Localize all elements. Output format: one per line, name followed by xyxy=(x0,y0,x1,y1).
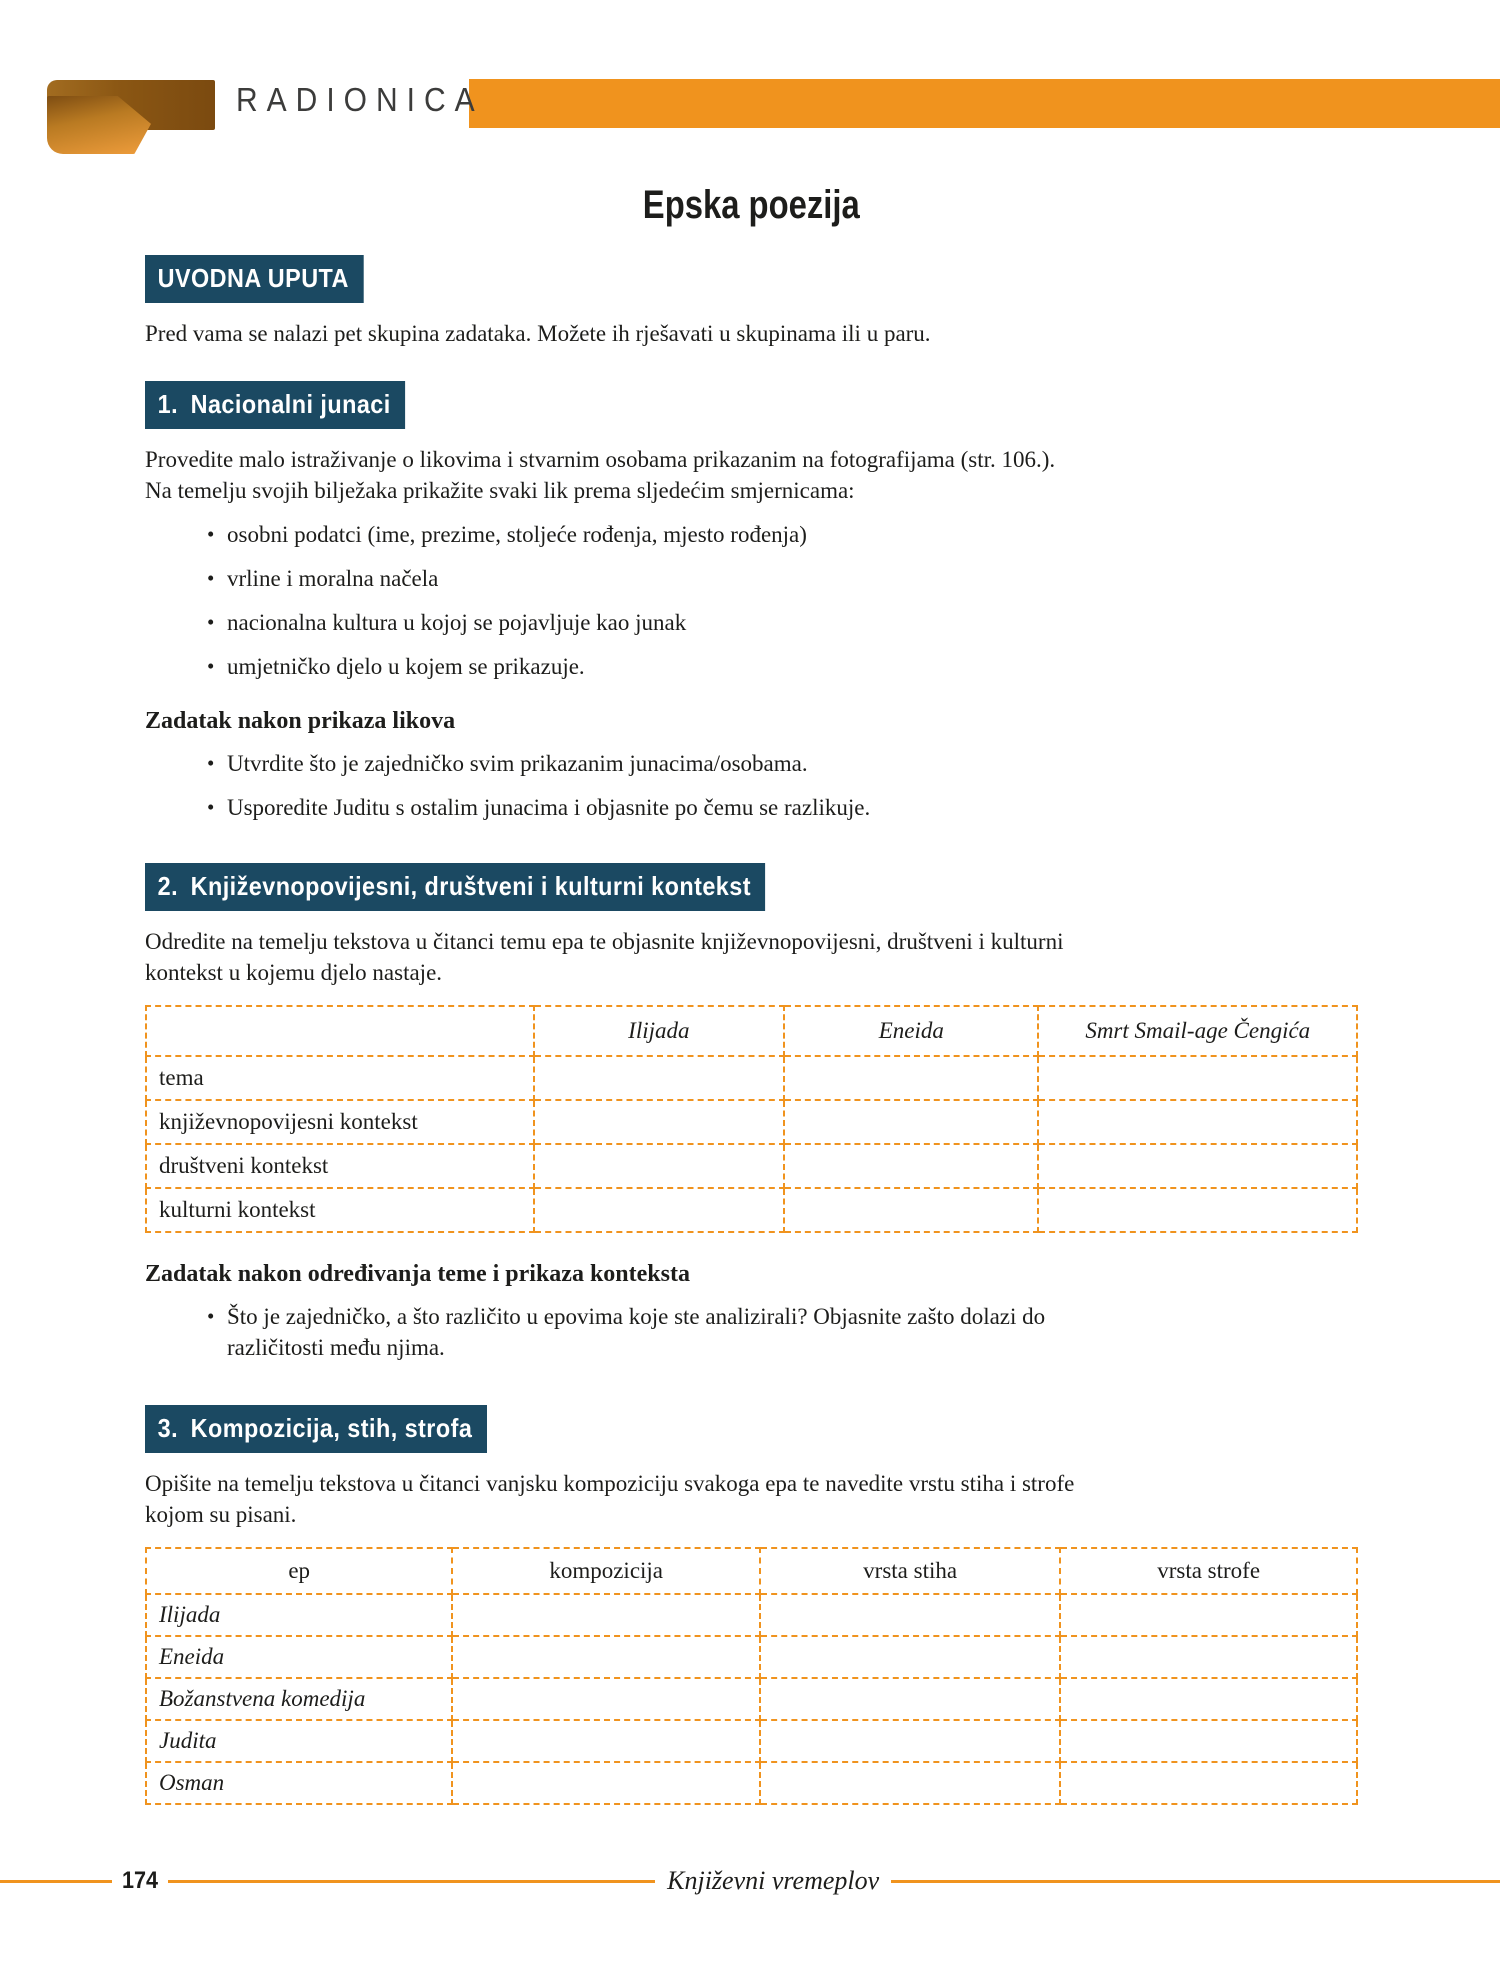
table-row xyxy=(146,1100,1357,1144)
list-item-text xyxy=(227,1301,1045,1363)
fill-in-cell[interactable] xyxy=(1060,1594,1357,1636)
fill-in-cell[interactable] xyxy=(534,1188,785,1232)
table-row xyxy=(146,1188,1357,1232)
fill-in-cell[interactable] xyxy=(1060,1636,1357,1678)
list-item xyxy=(145,748,1358,779)
row-label: Eneida xyxy=(146,1636,452,1678)
bullet-icon: • xyxy=(207,566,215,590)
table-row xyxy=(146,1056,1357,1100)
table-row xyxy=(146,1762,1357,1804)
intro-badge-row xyxy=(145,255,1358,303)
section-2-badge-row xyxy=(145,863,1358,911)
section-2-badge xyxy=(145,863,765,911)
bullet-icon: • xyxy=(207,795,215,819)
table-row xyxy=(146,1594,1357,1636)
fill-in-cell[interactable] xyxy=(452,1720,760,1762)
list-item xyxy=(145,607,1358,638)
footer-rule-middle xyxy=(168,1880,655,1883)
fill-in-cell[interactable] xyxy=(760,1636,1060,1678)
section-1-title: Nacionalni junaci xyxy=(190,389,391,419)
section-2-title: Književnopovijesni, društveni i kulturni kontekst xyxy=(190,871,751,901)
page-title: Epska poezija xyxy=(643,183,860,227)
column-header: kompozicija xyxy=(452,1548,760,1594)
row-label: Božanstvena komedija xyxy=(146,1678,452,1720)
row-label: Ilijada xyxy=(146,1594,452,1636)
list-item-text: osobni podatci (ime, prezime, stoljeće rođenja, mjesto rođenja) xyxy=(227,522,807,547)
table-header-row xyxy=(146,1548,1357,1594)
section-3-intro-line-2: kojom su pisani. xyxy=(145,1502,297,1527)
context-table xyxy=(145,1005,1358,1233)
fill-in-cell[interactable] xyxy=(534,1144,785,1188)
fill-in-cell[interactable] xyxy=(760,1594,1060,1636)
bullet-icon: • xyxy=(207,610,215,634)
section-1-bullet-list xyxy=(145,519,1358,682)
section-3-title: Kompozicija, stih, strofa xyxy=(190,1413,473,1443)
footer-rule-right xyxy=(891,1880,1500,1883)
fill-in-cell[interactable] xyxy=(1060,1762,1357,1804)
fill-in-cell[interactable] xyxy=(1038,1056,1357,1100)
list-item-text: Usporedite Juditu s ostalim junacima i objasnite po čemu se razlikuje. xyxy=(227,795,871,820)
bullet-icon: • xyxy=(207,1304,215,1328)
list-item-line-1: Što je zajedničko, a što različito u epovima koje ste analizirali? Objasnite zašto dolazi do xyxy=(227,1304,1046,1329)
section-1-intro xyxy=(145,444,1358,506)
fill-in-cell[interactable] xyxy=(760,1720,1060,1762)
content-column xyxy=(145,0,1358,1805)
row-label: društveni kontekst xyxy=(146,1144,534,1188)
column-header: Ilijada xyxy=(534,1006,785,1056)
section-2-intro xyxy=(145,926,1358,988)
table-row xyxy=(146,1144,1357,1188)
fill-in-cell[interactable] xyxy=(784,1144,1038,1188)
table-header-row xyxy=(146,1006,1357,1056)
page-number: 174 xyxy=(122,1867,159,1894)
section-2-intro-line-2: kontekst u kojemu djelo nastaje. xyxy=(145,960,443,985)
section-2-intro-line-1: Odredite na temelju tekstova u čitanci temu epa te objasnite književnopovijesni, društveni i kulturni xyxy=(145,929,1064,954)
fill-in-cell[interactable] xyxy=(760,1678,1060,1720)
section-1-subtask-list xyxy=(145,748,1358,823)
row-label: kulturni kontekst xyxy=(146,1188,534,1232)
fill-in-cell[interactable] xyxy=(1060,1678,1357,1720)
list-item-line-2: različitosti među njima. xyxy=(227,1335,445,1360)
section-1-badge xyxy=(145,381,405,429)
row-label: tema xyxy=(146,1056,534,1100)
list-item-text: nacionalna kultura u kojoj se pojavljuje kao junak xyxy=(227,610,687,635)
composition-table xyxy=(145,1547,1358,1805)
fill-in-cell[interactable] xyxy=(784,1056,1038,1100)
fill-in-cell[interactable] xyxy=(452,1678,760,1720)
section-3-badge xyxy=(145,1405,487,1453)
fill-in-cell[interactable] xyxy=(452,1636,760,1678)
brand-title: RADIONICA xyxy=(236,82,484,119)
column-header: Smrt Smail-age Čengića xyxy=(1038,1006,1357,1056)
row-label: književnopovijesni kontekst xyxy=(146,1100,534,1144)
section-2-number: 2. xyxy=(157,871,179,901)
fill-in-cell[interactable] xyxy=(452,1762,760,1804)
list-item-text: vrline i moralna načela xyxy=(227,566,439,591)
row-label: Judita xyxy=(146,1720,452,1762)
fill-in-cell[interactable] xyxy=(760,1762,1060,1804)
column-header: vrsta stiha xyxy=(760,1548,1060,1594)
row-label: Osman xyxy=(146,1762,452,1804)
section-1-badge-row xyxy=(145,381,1358,429)
fill-in-cell[interactable] xyxy=(784,1100,1038,1144)
fill-in-cell[interactable] xyxy=(1060,1720,1357,1762)
fill-in-cell[interactable] xyxy=(534,1100,785,1144)
section-3-intro xyxy=(145,1468,1358,1530)
section-3-number: 3. xyxy=(157,1413,179,1443)
section-1-intro-line-2: Na temelju svojih bilježaka prikažite svaki lik prema sljedećim smjernicama: xyxy=(145,478,855,503)
fill-in-cell[interactable] xyxy=(1038,1188,1357,1232)
column-header-blank xyxy=(146,1006,534,1056)
section-3-badge-row xyxy=(145,1405,1358,1453)
table-row xyxy=(146,1678,1357,1720)
list-item xyxy=(145,1301,1358,1363)
fill-in-cell[interactable] xyxy=(1038,1144,1357,1188)
footer-rule-left xyxy=(0,1880,112,1883)
page-footer xyxy=(0,1866,1500,1896)
bullet-icon: • xyxy=(207,751,215,775)
table-row xyxy=(146,1636,1357,1678)
list-item xyxy=(145,792,1358,823)
page-title-wrap xyxy=(145,183,1358,228)
book-title: Književni vremeplov xyxy=(667,1866,880,1895)
bullet-icon: • xyxy=(207,654,215,678)
intro-badge: UVODNA UPUTA xyxy=(145,255,363,303)
list-item-text: Utvrdite što je zajedničko svim prikazanim junacima/osobama. xyxy=(227,751,808,776)
intro-paragraph: Pred vama se nalazi pet skupina zadataka. Možete ih rješavati u skupinama ili u paru. xyxy=(145,321,931,346)
fill-in-cell[interactable] xyxy=(452,1594,760,1636)
list-item xyxy=(145,651,1358,682)
section-1-intro-line-1: Provedite malo istraživanje o likovima i stvarnim osobama prikazanim na fotografijama (str. 106.). xyxy=(145,447,1056,472)
column-header: vrsta strofe xyxy=(1060,1548,1357,1594)
section-2-subtask-list xyxy=(145,1301,1358,1363)
section-1-subtask-title: Zadatak nakon prikaza likova xyxy=(145,708,456,734)
list-item-text: umjetničko djelo u kojem se prikazuje. xyxy=(227,654,585,679)
bullet-icon: • xyxy=(207,522,215,546)
list-item xyxy=(145,519,1358,550)
section-3-intro-line-1: Opišite na temelju tekstova u čitanci vanjsku kompoziciju svakoga epa te navedite vrstu stiha i strofe xyxy=(145,1471,1075,1496)
list-item xyxy=(145,563,1358,594)
section-2-subtask-title: Zadatak nakon određivanja teme i prikaza konteksta xyxy=(145,1261,690,1287)
column-header: Eneida xyxy=(784,1006,1038,1056)
table-row xyxy=(146,1720,1357,1762)
fill-in-cell[interactable] xyxy=(1038,1100,1357,1144)
fill-in-cell[interactable] xyxy=(784,1188,1038,1232)
fill-in-cell[interactable] xyxy=(534,1056,785,1100)
section-1-number: 1. xyxy=(157,389,179,419)
column-header: ep xyxy=(146,1548,452,1594)
